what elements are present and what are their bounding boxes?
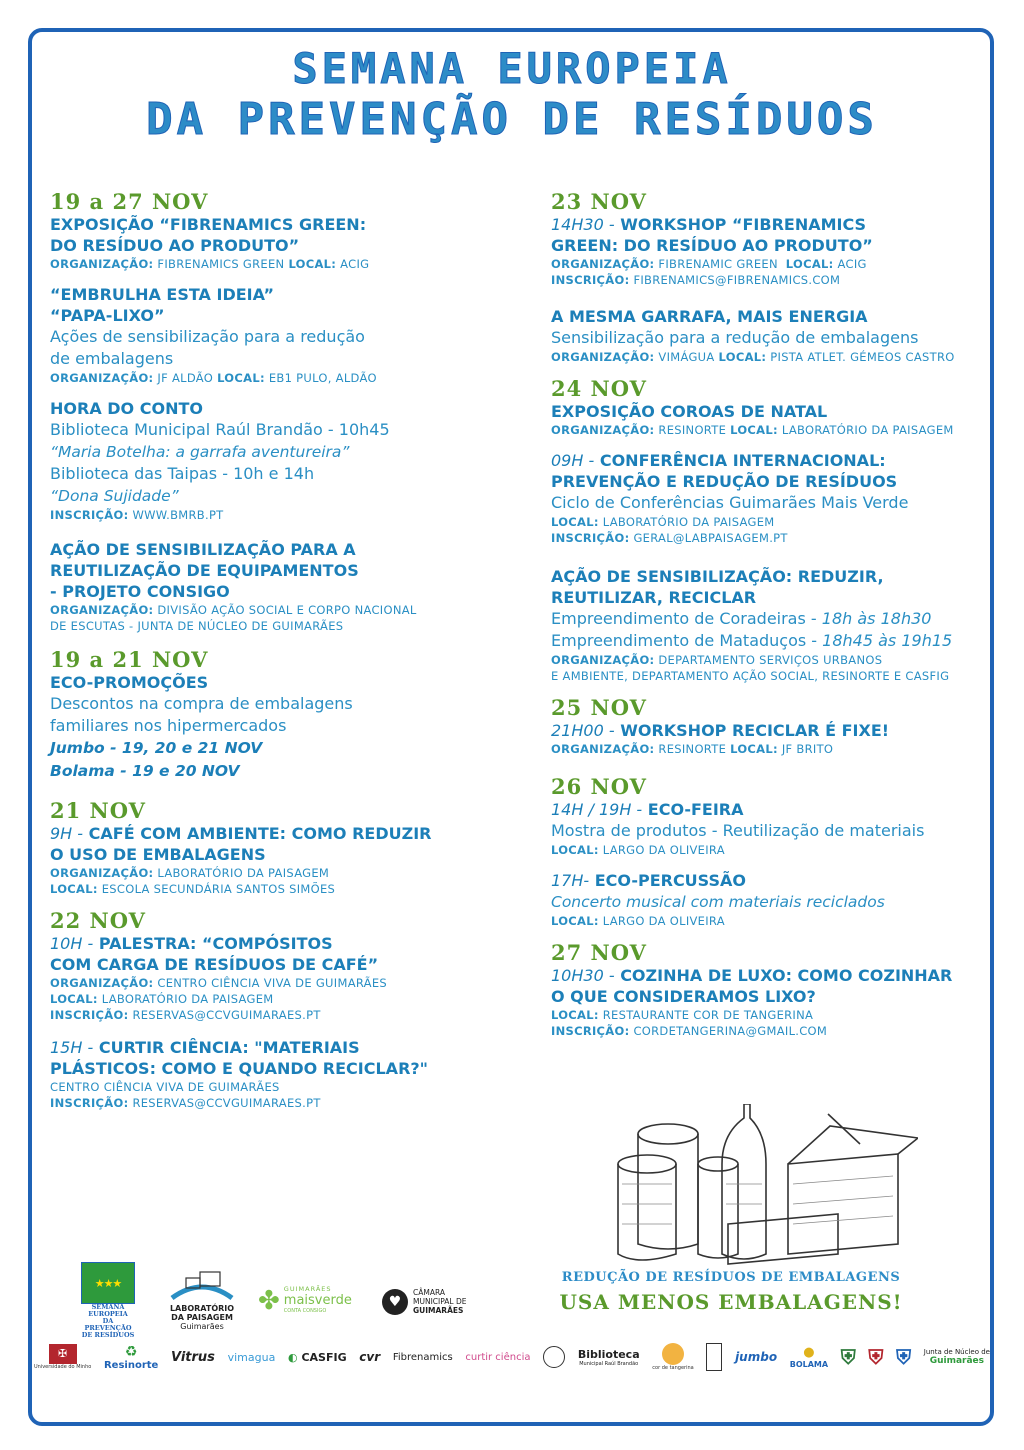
event-title: 15H - CURTIR CIÊNCIA: "MATERIAIS [50,1038,360,1057]
event-title: 17H- ECO-PERCUSSÃO [551,871,746,890]
date-heading: 19 a 21 NOV [50,647,209,672]
event-description: Empreendimento de Coradeiras - 18h às 18h30 [551,609,932,628]
event-meta: INSCRIÇÃO: FIBRENAMICS@FIBRENAMICS.COM [551,273,841,287]
tangerine-icon [662,1343,684,1365]
coat-of-arms-icon: ⛨ [840,1345,856,1369]
event-meta: LOCAL: ESCOLA SECUNDÁRIA SANTOS SIMÕES [50,882,336,896]
can-icon [618,1164,676,1260]
event [551,306,991,365]
event-meta: LOCAL: LARGO DA OLIVEIRA [551,914,725,928]
event [50,214,490,272]
logo-jumbo: jumbo [735,1350,778,1364]
event-schedule: Bolama - 19 e 20 NOV [50,762,240,780]
event-title: 14H / 19H - ECO-FEIRA [551,800,744,819]
date-heading: 23 NOV [551,189,647,214]
event [551,965,991,1039]
event-meta: ORGANIZAÇÃO: LABORATÓRIO DA PAISAGEM [50,866,330,880]
event-title: REUTILIZAR, RECICLAR [551,588,757,607]
event-title: 9H - CAFÉ COM AMBIENTE: COMO REDUZIR [50,824,432,843]
event-meta: INSCRIÇÃO: GERAL@LABPAISAGEM.PT [551,531,788,545]
event-meta: ORGANIZAÇÃO: FIBRENAMICS GREEN LOCAL: ACIG [50,257,370,271]
event-title: A MESMA GARRAFA, MAIS ENERGIA [551,307,868,326]
event-title: “PAPA-LIXO” [50,306,165,325]
event-meta: INSCRIÇÃO: RESERVAS@CCVGUIMARAES.PT [50,1008,321,1022]
logo-camara-municipal: ♥ CÂMARA MUNICIPAL DE GUIMARÃES [382,1288,492,1315]
event-description: Biblioteca das Taipas - 10h e 14h [50,464,315,483]
left-column [50,190,490,1123]
event-title: DO RESÍDUO AO PRODUTO” [50,236,300,255]
event-title: 10H - PALESTRA: “COMPÓSITOS [50,934,333,953]
logo-biblioteca: Biblioteca Municipal Raúl Brandão [577,1347,640,1367]
event-meta: INSCRIÇÃO: RESERVAS@CCVGUIMARAES.PT [50,1096,321,1110]
event-schedule: Jumbo - 19, 20 e 21 NOV [50,739,263,757]
event [551,799,991,858]
event-meta: LOCAL: RESTAURANTE COR DE TANGERINA [551,1008,814,1022]
event-meta: INSCRIÇÃO: WWW.BMRB.PT [50,508,224,522]
event-meta: LOCAL: LABORATÓRIO DA PAISAGEM [50,992,274,1006]
event-meta: ORGANIZAÇÃO: RESINORTE LOCAL: JF BRITO [551,742,834,756]
event-meta: ORGANIZAÇÃO: JF ALDÃO LOCAL: EB1 PULO, ALDÃO [50,371,377,385]
date-heading: 19 a 27 NOV [50,189,209,214]
partner-logos-row [34,1332,990,1382]
event-meta: LOCAL: LABORATÓRIO DA PAISAGEM [551,515,775,529]
event-description: familiares nos hipermercados [50,716,287,735]
logo-bolama: ● BOLAMA [789,1345,829,1369]
event-meta: CENTRO CIÊNCIA VIVA DE GUIMARÃES [50,1080,280,1094]
event [50,1037,490,1111]
logo-junta-nucleo: Junta de Núcleo de Guimarães [923,1348,990,1366]
event-description: Mostra de produtos - Reutilização de materiais [551,821,925,840]
event-meta: LOCAL: LARGO DA OLIVEIRA [551,843,725,857]
event [551,450,991,546]
event [551,214,991,288]
logo-casfig: ◐ CASFIG [288,1350,347,1364]
box-icon [788,1154,898,1254]
eu-stars-icon: ★★★ [81,1262,135,1304]
coat-of-arms-icon: ⛨ [868,1345,884,1369]
event-title: COM CARGA DE RESÍDUOS DE CAFÉ” [50,955,379,974]
event-title: 21H00 - WORKSHOP RECICLAR É FIXE! [551,721,890,740]
event [551,870,991,929]
event [50,284,490,386]
event-meta: ORGANIZAÇÃO: CENTRO CIÊNCIA VIVA DE GUIMARÃES [50,976,388,990]
event-meta: INSCRIÇÃO: CORDETANGERINA@GMAIL.COM [551,1024,828,1038]
event-title: EXPOSIÇÃO COROAS DE NATAL [551,402,828,421]
event-meta: ORGANIZAÇÃO: VIMÁGUA LOCAL: PISTA ATLET. GÉMEOS CASTRO [551,350,955,364]
event-title: AÇÃO DE SENSIBILIZAÇÃO: REDUZIR, [551,567,884,586]
seal-icon [543,1346,565,1368]
event-description: Sensibilização para a redução de embalagens [551,328,919,347]
logo-laboratorio-paisagem: LABORATÓRIO DA PAISAGEM Guimarães [160,1268,244,1331]
logo-vitrus: Vitrus [171,1349,215,1365]
event-title: EXPOSIÇÃO “FIBRENAMICS GREEN: [50,215,367,234]
casfig-mark-icon: ◐ [288,1350,298,1364]
event-description: Descontos na compra de embalagens [50,694,353,713]
event-story: “Dona Sujidade” [50,487,179,505]
logo-guimaraes-mais-verde: ✤ GUIMARÃES maisverde CONTA CONSIGO [258,1285,352,1316]
event-meta: ORGANIZAÇÃO: FIBRENAMIC GREEN LOCAL: ACIG [551,257,867,271]
event-meta: ORGANIZAÇÃO: DEPARTAMENTO SERVIÇOS URBANOS [551,653,883,667]
event-title: AÇÃO DE SENSIBILIZAÇÃO PARA A [50,540,356,559]
event-title: “EMBRULHA ESTA IDEIA” [50,285,275,304]
event-title: O QUE CONSIDERAMOS LIXO? [551,987,816,1006]
event-meta: ORGANIZAÇÃO: RESINORTE LOCAL: LABORATÓRIO DA PAISAGEM [551,423,954,437]
logo-curtir-ciencia: curtir ciência [465,1351,531,1363]
event-title: PLÁSTICOS: COMO E QUANDO RECICLAR?" [50,1059,428,1078]
logo-resinorte: ♻ Resinorte [103,1343,159,1371]
event [50,823,490,897]
coat-of-arms-icon: ⛨ [896,1345,912,1369]
date-heading: 24 NOV [551,376,647,401]
leaf-flower-icon: ✤ [258,1285,280,1316]
date-heading: 25 NOV [551,695,647,720]
event-meta: E AMBIENTE, DEPARTAMENTO AÇÃO SOCIAL, RESINORTE E CASFIG [551,669,950,683]
logo-semana-europeia: ★★★ SEMANA EUROPEIA DA PREVENÇÃO DE RESÍDUOS [80,1262,136,1339]
event-title: 14H30 - WORKSHOP “FIBRENAMICS [551,215,867,234]
event [551,401,991,438]
date-heading: 22 NOV [50,908,146,933]
event-meta: ORGANIZAÇÃO: DIVISÃO AÇÃO SOCIAL E CORPO NACIONAL [50,603,417,617]
event [551,720,991,757]
logo-vimagua: vimagua [227,1350,276,1364]
packaging-illustration [598,1104,918,1274]
recycle-icon: ♻ [124,1343,138,1360]
date-heading: 27 NOV [551,940,647,965]
page-title-line1: SEMANA EUROPEIA [292,44,732,93]
event-description: Ações de sensibilização para a redução [50,327,365,346]
logo-uminho: ✠ Universidade do Minho [34,1344,91,1370]
uminho-emblem-icon: ✠ [49,1344,77,1364]
heart-icon: ♥ [382,1289,408,1315]
date-heading: 26 NOV [551,774,647,799]
event-title: HORA DO CONTO [50,399,203,418]
event [551,566,991,684]
logo-tower [706,1343,722,1371]
slogan-title: USA MENOS EMBALAGENS! [559,1290,903,1314]
logo-cvr: cvr [359,1350,381,1364]
event-title: REUTILIZAÇÃO DE EQUIPAMENTOS [50,561,359,580]
slogan-subtitle: REDUÇÃO DE RESÍDUOS DE EMBALAGENS [561,1270,901,1285]
logo-acig-seal [543,1346,565,1368]
event-title: - PROJETO CONSIGO [50,582,230,601]
right-column [551,190,991,1051]
event-description: de embalagens [50,349,174,368]
event-title: PREVENÇÃO E REDUÇÃO DE RESÍDUOS [551,472,898,491]
event [50,539,490,634]
event-title: 09H - CONFERÊNCIA INTERNACIONAL: [551,451,886,470]
bolama-mark-icon: ● [803,1345,815,1360]
event-description: Ciclo de Conferências Guimarães Mais Verde [551,493,909,512]
event-description: Concerto musical com materiais reciclados [551,893,885,911]
tower-icon [706,1343,722,1371]
logo-cor-de-tangerina: cor de tangerina [652,1343,693,1371]
event [50,398,490,523]
event-title: 10H30 - COZINHA DE LUXO: COMO COZINHAR [551,966,953,985]
event-title: O USO DE EMBALAGENS [50,845,266,864]
event-description: Biblioteca Municipal Raúl Brandão - 10h45 [50,420,390,439]
event-title: ECO-PROMOÇÕES [50,673,209,692]
laboratorio-building-icon [166,1268,238,1304]
event [50,672,490,783]
event-title: GREEN: DO RESÍDUO AO PRODUTO” [551,236,873,255]
date-heading: 21 NOV [50,798,146,823]
event-meta: DE ESCUTAS - JUNTA DE NÚCLEO DE GUIMARÃES [50,619,344,633]
event-description: Empreendimento de Mataduços - 18h45 às 19h15 [551,631,953,650]
page-title-line2: DA PREVENÇÃO DE RESÍDUOS [146,94,878,145]
event [50,933,490,1023]
logo-fibrenamics: Fibrenamics [392,1351,453,1363]
event-story: “Maria Botelha: a garrafa aventureira” [50,443,350,461]
